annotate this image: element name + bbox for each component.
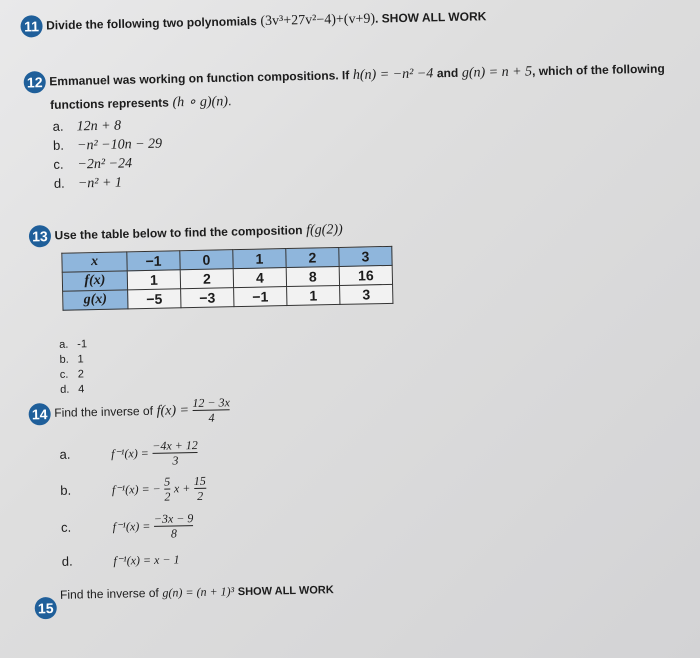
option-lhs: f⁻¹(x) = x − 1	[113, 552, 180, 568]
option-d[interactable]	[62, 551, 180, 569]
table-cell: −5	[128, 289, 181, 309]
option-label: b.	[59, 353, 69, 366]
function-g: g(n) = n + 5	[461, 64, 533, 81]
option-c[interactable]	[60, 368, 84, 381]
option-value: −n² + 1	[77, 175, 123, 192]
question-text: Emmanuel was working on function compositions. If	[49, 68, 350, 89]
function-table	[61, 246, 393, 311]
question-number-badge: 12	[24, 71, 46, 93]
table-cell: 2	[286, 247, 339, 267]
numerator: 5	[164, 474, 171, 489]
option-label: c.	[59, 368, 69, 381]
question-13	[29, 219, 343, 248]
option-label: c.	[53, 156, 64, 172]
question-number-badge: 15	[35, 597, 57, 619]
table-cell: 16	[339, 265, 392, 285]
denominator: 2	[164, 489, 171, 504]
table-cell: −1	[234, 287, 287, 307]
denominator: 3	[152, 452, 198, 468]
composition-expression: f(g(2))	[306, 222, 343, 239]
fraction	[164, 475, 171, 504]
function-f: f(x) =	[156, 403, 190, 419]
option-value: -1	[77, 338, 88, 351]
table-cell: 4	[233, 268, 286, 288]
option-label: b.	[52, 137, 65, 153]
option-label: a.	[59, 338, 69, 351]
numerator: −4x + 12	[152, 437, 198, 453]
option-b[interactable]	[53, 136, 162, 155]
option-label: a.	[52, 118, 64, 134]
table-cell: 1	[233, 249, 286, 269]
option-a[interactable]	[59, 338, 87, 351]
option-lhs: f⁻¹(x) =	[111, 445, 149, 461]
table-cell: −3	[181, 288, 234, 308]
table-cell: x	[62, 252, 127, 272]
option-a[interactable]	[53, 117, 122, 135]
question-text-continued: , which of the following	[531, 61, 665, 79]
question-14	[28, 395, 230, 428]
function-h: h(n) = −n² −4	[352, 66, 434, 84]
question-text: functions represents	[50, 95, 170, 112]
option-value: −n² −10n − 29	[76, 136, 163, 154]
option-label: d.	[53, 175, 65, 191]
option-value: −2n² −24	[77, 156, 133, 173]
option-value: 12n + 8	[76, 118, 122, 135]
option-lhs: f⁻¹(x) = −	[111, 481, 161, 497]
option-d[interactable]	[60, 383, 84, 396]
question-number-badge: 13	[29, 225, 51, 247]
question-number-badge: 11	[20, 15, 42, 37]
table-cell: 2	[180, 269, 233, 289]
option-b[interactable]	[59, 353, 83, 366]
numerator: 12 − 3x	[192, 395, 231, 411]
option-middle: x +	[173, 481, 191, 496]
fraction	[192, 395, 230, 425]
fraction	[152, 438, 198, 468]
question-15	[34, 583, 334, 619]
table-cell: 1	[127, 270, 180, 290]
question-expression: (3v³+27v²−4)+(v+9)	[260, 11, 376, 29]
question-text: Use the table below to find the composition	[54, 223, 303, 243]
table-cell: g(x)	[63, 290, 128, 310]
table-cell: f(x)	[62, 271, 127, 291]
question-instruction: . SHOW ALL WORK	[374, 9, 487, 26]
question-text: Find the inverse of	[54, 403, 154, 420]
denominator: 2	[194, 488, 206, 503]
option-label: d.	[60, 383, 70, 396]
composition-expression: (h ∘ g)(n)	[172, 94, 229, 111]
option-c[interactable]	[53, 155, 132, 174]
option-d[interactable]	[54, 174, 122, 192]
table-cell: 3	[340, 284, 393, 304]
question-11	[20, 6, 486, 38]
table-cell: −1	[127, 251, 180, 271]
question-line-2	[50, 84, 684, 114]
function-g: g(n) = (n + 1)³	[162, 584, 235, 601]
denominator: 4	[193, 409, 231, 425]
option-a[interactable]	[59, 438, 198, 470]
conjunction: and	[436, 65, 459, 81]
option-b[interactable]	[60, 474, 206, 506]
fraction	[154, 511, 194, 541]
question-text: Divide the following two polynomials	[46, 14, 257, 33]
option-label: d.	[61, 553, 73, 569]
table-cell: 8	[286, 266, 339, 286]
option-c[interactable]	[61, 511, 194, 543]
question-number-badge: 14	[28, 403, 50, 425]
numerator: −3x − 9	[153, 511, 194, 526]
option-value: 4	[78, 383, 85, 396]
fraction	[194, 474, 207, 503]
option-value: 1	[77, 353, 84, 366]
numerator: 15	[193, 473, 206, 489]
table-cell: 0	[180, 250, 233, 270]
table-cell: 3	[339, 246, 392, 266]
option-label: b.	[60, 482, 72, 498]
question-instruction: SHOW ALL WORK	[237, 584, 334, 599]
question-text: Find the inverse of	[59, 586, 159, 603]
question-12	[24, 58, 685, 115]
table-cell: 1	[287, 285, 340, 305]
option-label: c.	[60, 519, 72, 535]
period: .	[227, 93, 232, 109]
option-value: 2	[77, 368, 85, 381]
denominator: 8	[154, 525, 194, 541]
option-label: a.	[59, 446, 71, 462]
option-lhs: f⁻¹(x) =	[112, 518, 151, 534]
